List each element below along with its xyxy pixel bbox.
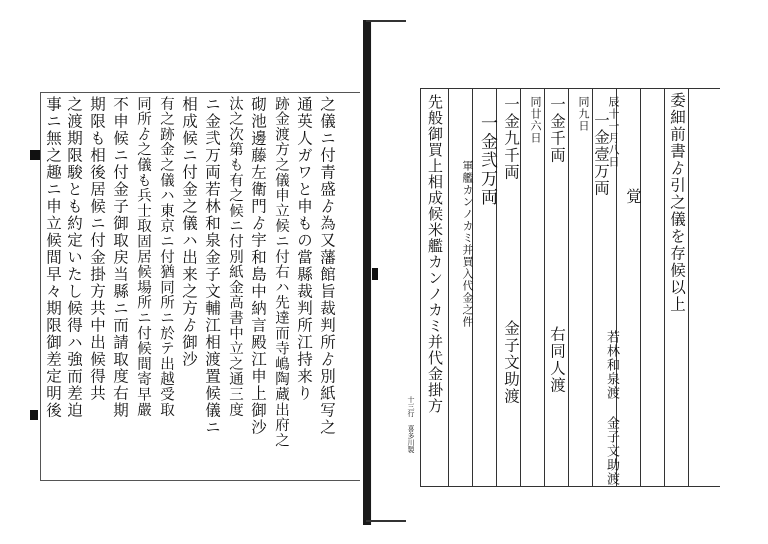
entry-recipient-1: 若林和泉渡 金子文助渡 <box>604 330 619 486</box>
left-column-13: 事ニ無之趣ニ申立候間早々期限御差定明後 <box>44 96 62 419</box>
date-label: 辰十一月八日 <box>607 96 620 168</box>
entry-recipient-3: 金子文助渡 <box>502 320 520 405</box>
entry-amount-3: 一金九千両 <box>502 96 520 181</box>
left-page <box>0 0 372 544</box>
column-rule-1 <box>664 88 665 486</box>
right-page <box>372 0 768 544</box>
binding-mark-left-2 <box>30 410 38 420</box>
right-page-top-rule <box>420 88 720 89</box>
left-page-left-border <box>40 92 41 480</box>
left-column-12: 之渡期限駿とも約定いたし候得ハ強而差迫 <box>65 96 83 419</box>
printer-mark: 十三行 喜多川製 <box>407 396 415 453</box>
margin-dash-top <box>366 20 406 22</box>
left-page-bottom-border <box>40 480 360 481</box>
left-page-top-border <box>40 92 360 93</box>
entry-amount-2: 一金千両 <box>548 96 566 164</box>
right-page-bottom-rule <box>420 486 720 487</box>
right-page-left-rule <box>420 88 421 486</box>
left-column-11: 期限も相後居候ニ付金掛方共中出候得共 <box>88 96 106 402</box>
note: 軍艦カンノカミ并買入代金之件 <box>461 160 474 328</box>
left-column-3: 跡金渡方之儀申立候ニ付右ハ先達而寺嶋陶蔵出府之 <box>273 96 289 448</box>
left-column-1: 之儀ニ付青盛ゟ為又藩館旨裁判所ゟ別紙写之 <box>318 96 336 436</box>
column-rule-2 <box>640 88 641 486</box>
right-page-outer-rule <box>688 88 689 486</box>
left-column-10: 不申候ニ付金子御取戻当縣ニ而請取度右期 <box>111 96 129 419</box>
left-column-6: ニ金弐万両若林和泉金子文輔江相渡置候儀ニ <box>203 96 221 436</box>
column-rule-6 <box>544 88 545 486</box>
column-rule-5 <box>568 88 569 486</box>
entry-date-3: 同廿六日 <box>529 96 542 144</box>
margin-dash-bottom <box>366 520 406 522</box>
book-spine <box>363 20 371 525</box>
binding-mark-left <box>30 150 40 160</box>
binding-mark-right <box>372 268 378 280</box>
document-title: 覚 <box>624 188 642 205</box>
left-column-9: 同所ゟ之儀も兵士取固居候場所ニ付候間寄早嚴 <box>135 96 151 418</box>
left-column-5: 汰之次第も有之候ニ付別紙金高書中立之通三度 <box>227 96 243 418</box>
left-column-8: 有之跡金之儀ハ東京ニ付猶同所ニ於テ出越受取 <box>158 96 174 418</box>
heading: 委細前書ゟ引之儀を存候以上 <box>668 92 686 313</box>
column-rule-10 <box>448 88 449 486</box>
left-column-7: 相成候ニ付金之儀ハ出来之方ゟ御沙 <box>180 96 198 368</box>
left-column-4: 砌池邊藤左衛門ゟ宇和島中納言殿江申上御沙 <box>249 96 267 436</box>
entry-date-1: 同九日 <box>577 96 590 132</box>
left-column-2: 通英人ガワと申もの當縣裁判所江持来り <box>295 96 313 402</box>
entry-recipient-2: 右同人渡 <box>548 326 566 394</box>
entry-amount-4: 一金弐万両 <box>477 114 497 207</box>
entry-amount-1: 一金壹万両 <box>592 112 610 197</box>
final-column: 先般御買上相成候米艦カンノカミ并代金掛方 <box>426 94 444 414</box>
